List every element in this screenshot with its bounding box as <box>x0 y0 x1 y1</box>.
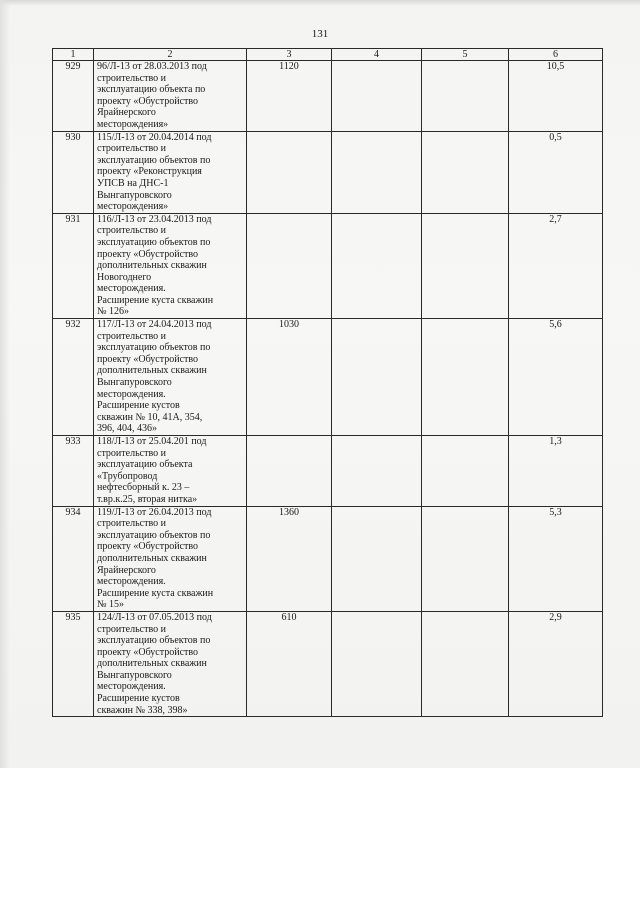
row-col4 <box>332 506 422 611</box>
column-header: 6 <box>509 49 603 61</box>
row-number: 935 <box>53 611 94 716</box>
row-number: 932 <box>53 319 94 436</box>
row-number: 930 <box>53 131 94 213</box>
table-row <box>53 213 603 318</box>
row-number: 929 <box>53 61 94 132</box>
row-number: 931 <box>53 213 94 318</box>
row-col5 <box>422 131 509 213</box>
row-col5 <box>422 436 509 507</box>
row-col3 <box>247 131 332 213</box>
table-row <box>53 506 603 611</box>
row-col4 <box>332 611 422 716</box>
row-col6: 10,5 <box>509 61 603 132</box>
row-col5 <box>422 213 509 318</box>
row-col6: 2,7 <box>509 213 603 318</box>
document-table <box>52 48 603 717</box>
row-col6: 2,9 <box>509 611 603 716</box>
row-col3 <box>247 436 332 507</box>
table-row <box>53 436 603 507</box>
row-col3: 1360 <box>247 506 332 611</box>
column-header: 2 <box>94 49 247 61</box>
row-col6: 1,3 <box>509 436 603 507</box>
column-header: 5 <box>422 49 509 61</box>
row-col5 <box>422 611 509 716</box>
column-header: 3 <box>247 49 332 61</box>
page-number: 131 <box>311 28 329 40</box>
row-description: 118/Л-13 от 25.04.201 под строительство и эксплуатацию объекта «Трубопровод нефтесборный к. 23 – т.вр.к.25, вторая нитка» <box>94 436 247 507</box>
row-col4 <box>332 213 422 318</box>
row-col3: 1120 <box>247 61 332 132</box>
row-col4 <box>332 436 422 507</box>
row-number: 934 <box>53 506 94 611</box>
row-description: 116/Л-13 от 23.04.2013 под строительство и эксплуатацию объектов по проекту «Обустройство дополнительных скважин Новогоднего месторождения. Расширение куста скважин № 126» <box>94 213 247 318</box>
scan-edge <box>0 0 10 768</box>
table-row <box>53 611 603 716</box>
row-description: 117/Л-13 от 24.04.2013 под строительство и эксплуатацию объектов по проекту «Обустройство дополнительных скважин Вынгапуровского месторождения. Расширение кустов скважин № 10, 41А, 354, 396, 404, 436» <box>94 319 247 436</box>
row-description: 96/Л-13 от 28.03.2013 под строительство и эксплуатацию объекта по проекту «Обустройство Ярайнерского месторождения» <box>94 61 247 132</box>
scan-edge <box>0 0 640 6</box>
row-col4 <box>332 131 422 213</box>
table-row <box>53 61 603 132</box>
row-col5 <box>422 506 509 611</box>
header-row <box>53 49 603 61</box>
row-col3: 610 <box>247 611 332 716</box>
row-col5 <box>422 319 509 436</box>
row-description: 124/Л-13 от 07.05.2013 под строительство и эксплуатацию объектов по проекту «Обустройство дополнительных скважин Вынгапуровского месторождения. Расширение кустов скважин № 338, 398» <box>94 611 247 716</box>
row-description: 119/Л-13 от 26.04.2013 под строительство и эксплуатацию объектов по проекту «Обустройство дополнительных скважин Ярайнерского месторождения. Расширение куста скважин № 15» <box>94 506 247 611</box>
column-header: 1 <box>53 49 94 61</box>
row-col5 <box>422 61 509 132</box>
table-row <box>53 319 603 436</box>
row-col6: 5,6 <box>509 319 603 436</box>
row-col6: 0,5 <box>509 131 603 213</box>
row-col4 <box>332 61 422 132</box>
row-col4 <box>332 319 422 436</box>
row-description: 115/Л-13 от 20.04.2014 под строительство и эксплуатацию объектов по проекту «Реконструкция УПСВ на ДНС-1 Вынгапуровского месторождения» <box>94 131 247 213</box>
row-number: 933 <box>53 436 94 507</box>
row-col3 <box>247 213 332 318</box>
row-col6: 5,3 <box>509 506 603 611</box>
row-col3: 1030 <box>247 319 332 436</box>
column-header: 4 <box>332 49 422 61</box>
table-row <box>53 131 603 213</box>
